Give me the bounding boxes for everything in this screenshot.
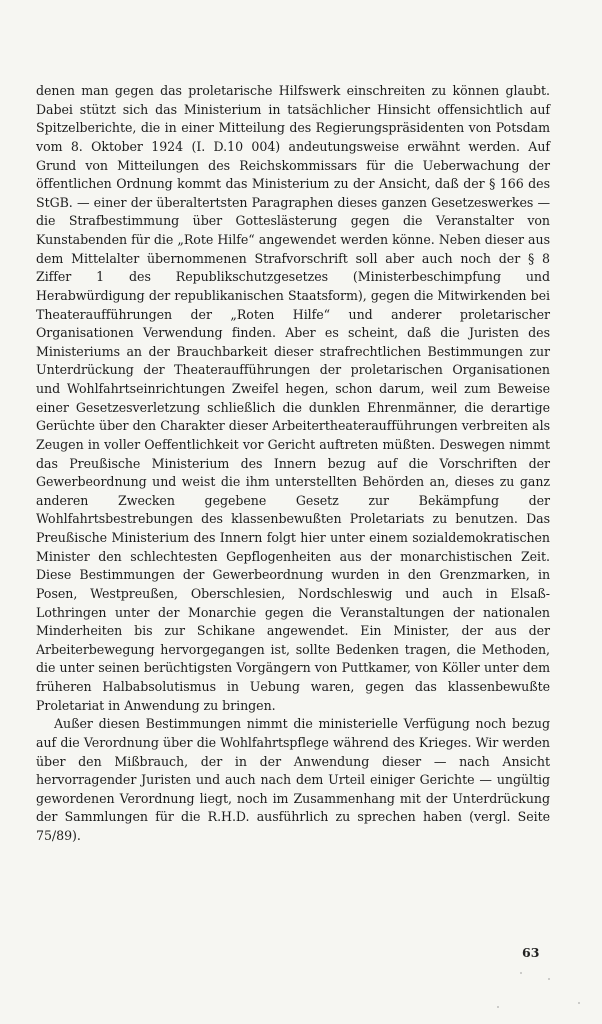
- paragraph-2: Außer diesen Bestimmungen nimmt die ministerielle Verfügung noch bezug auf die Verordnung über die Wohlfahrtspflege während des Krieges. Wir werden über den Mißbrauch, der in der Anwendung dieser — nach Ansicht hervorragender Juristen und auch nach dem Urteil einiger Gerichte — ungültig gewordenen Verordnung liegt, noch im Zusammenhang mit der Unterdrückung der Sammlungen für die R.H.D. ausführlich zu sprechen haben (vergl. Seite 75/89).: [36, 716, 550, 843]
- scan-speck: [497, 1006, 499, 1008]
- body-text: [36, 82, 550, 846]
- scan-speck: [578, 1002, 580, 1004]
- page-number: 63: [522, 945, 540, 960]
- scan-speck: [520, 972, 522, 974]
- scan-speck: [548, 978, 550, 980]
- paragraph-1: denen man gegen das proletarische Hilfswerk einschreiten zu können glaubt. Dabei stützt sich das Ministerium in tatsächlicher Hinsicht offensichtlich auf Spitzelberichte, die in einer Mitteilung des Regierungspräsidenten von Potsdam vom 8. Oktober 1924 (I. D.10 004) andeutungsweise erwähnt werden. Auf Grund von Mitteilungen des Reichskommissars für die Ueberwachung der öffentlichen Ordnung kommt das Ministerium zu der Ansicht, daß der § 166 des StGB. — einer der überaltertsten Paragraphen dieses ganzen Gesetzeswerkes — die Strafbestimmung über Gotteslästerung gegen die Veranstalter von Kunstabenden für die „Rote Hilfe“ angewendet werden könne. Neben dieser aus dem Mittelalter übernommenen Strafvorschrift soll aber auch noch der § 8 Ziffer 1 des Republikschutzgesetzes (Ministerbeschimpfung und Herabwürdigung der republikanischen Staatsform), gegen die Mitwirkenden bei Theateraufführungen der „Roten Hilfe“ und anderer proletarischer Organisationen Verwendung finden. Aber es scheint, daß die Juristen des Ministeriums an der Brauchbarkeit dieser strafrechtlichen Bestimmungen zur Unterdrückung der Theateraufführungen der proletarischen Organisationen und Wohlfahrtseinrichtungen Zweifel hegen, schon darum, weil zum Beweise einer Gesetzesverletzung schließlich die dunklen Ehrenmänner, die derartige Gerüchte über den Charakter dieser Arbeitertheateraufführungen verbreiten als Zeugen in voller Oeffentlichkeit vor Gericht auftreten müßten. Deswegen nimmt das Preußische Ministerium des Innern bezug auf die Vorschriften der Gewerbeordnung und weist die ihm unterstellten Behörden an, dieses zu ganz anderen Zwecken gegebene Gesetz zur Bekämpfung der Wohlfahrtsbestrebungen des klassenbewußten Proletariats zu benutzen. Das Preußische Ministerium des Innern folgt hier unter einem sozialdemokratischen Minister den schlechtesten Gepflogenheiten aus der monarchistischen Zeit. Diese Bestimmungen der Gewerbeordnung wurden in den Grenzmarken, in Posen, Westpreußen, Oberschlesien, Nordschleswig und auch in Elsaß-Lothringen unter der Monarchie gegen die Veranstaltungen der nationalen Minderheiten bis zur Schikane angewendet. Ein Minister, der aus der Arbeiterbewegung hervorgegangen ist, sollte Bedenken tragen, die Methoden, die unter seinen berüchtigsten Vorgängern von Puttkamer, von Köller unter dem früheren Halbabsolutismus in Uebung waren, gegen das klassenbewußte Proletariat in Anwendung zu bringen.: [36, 83, 550, 713]
